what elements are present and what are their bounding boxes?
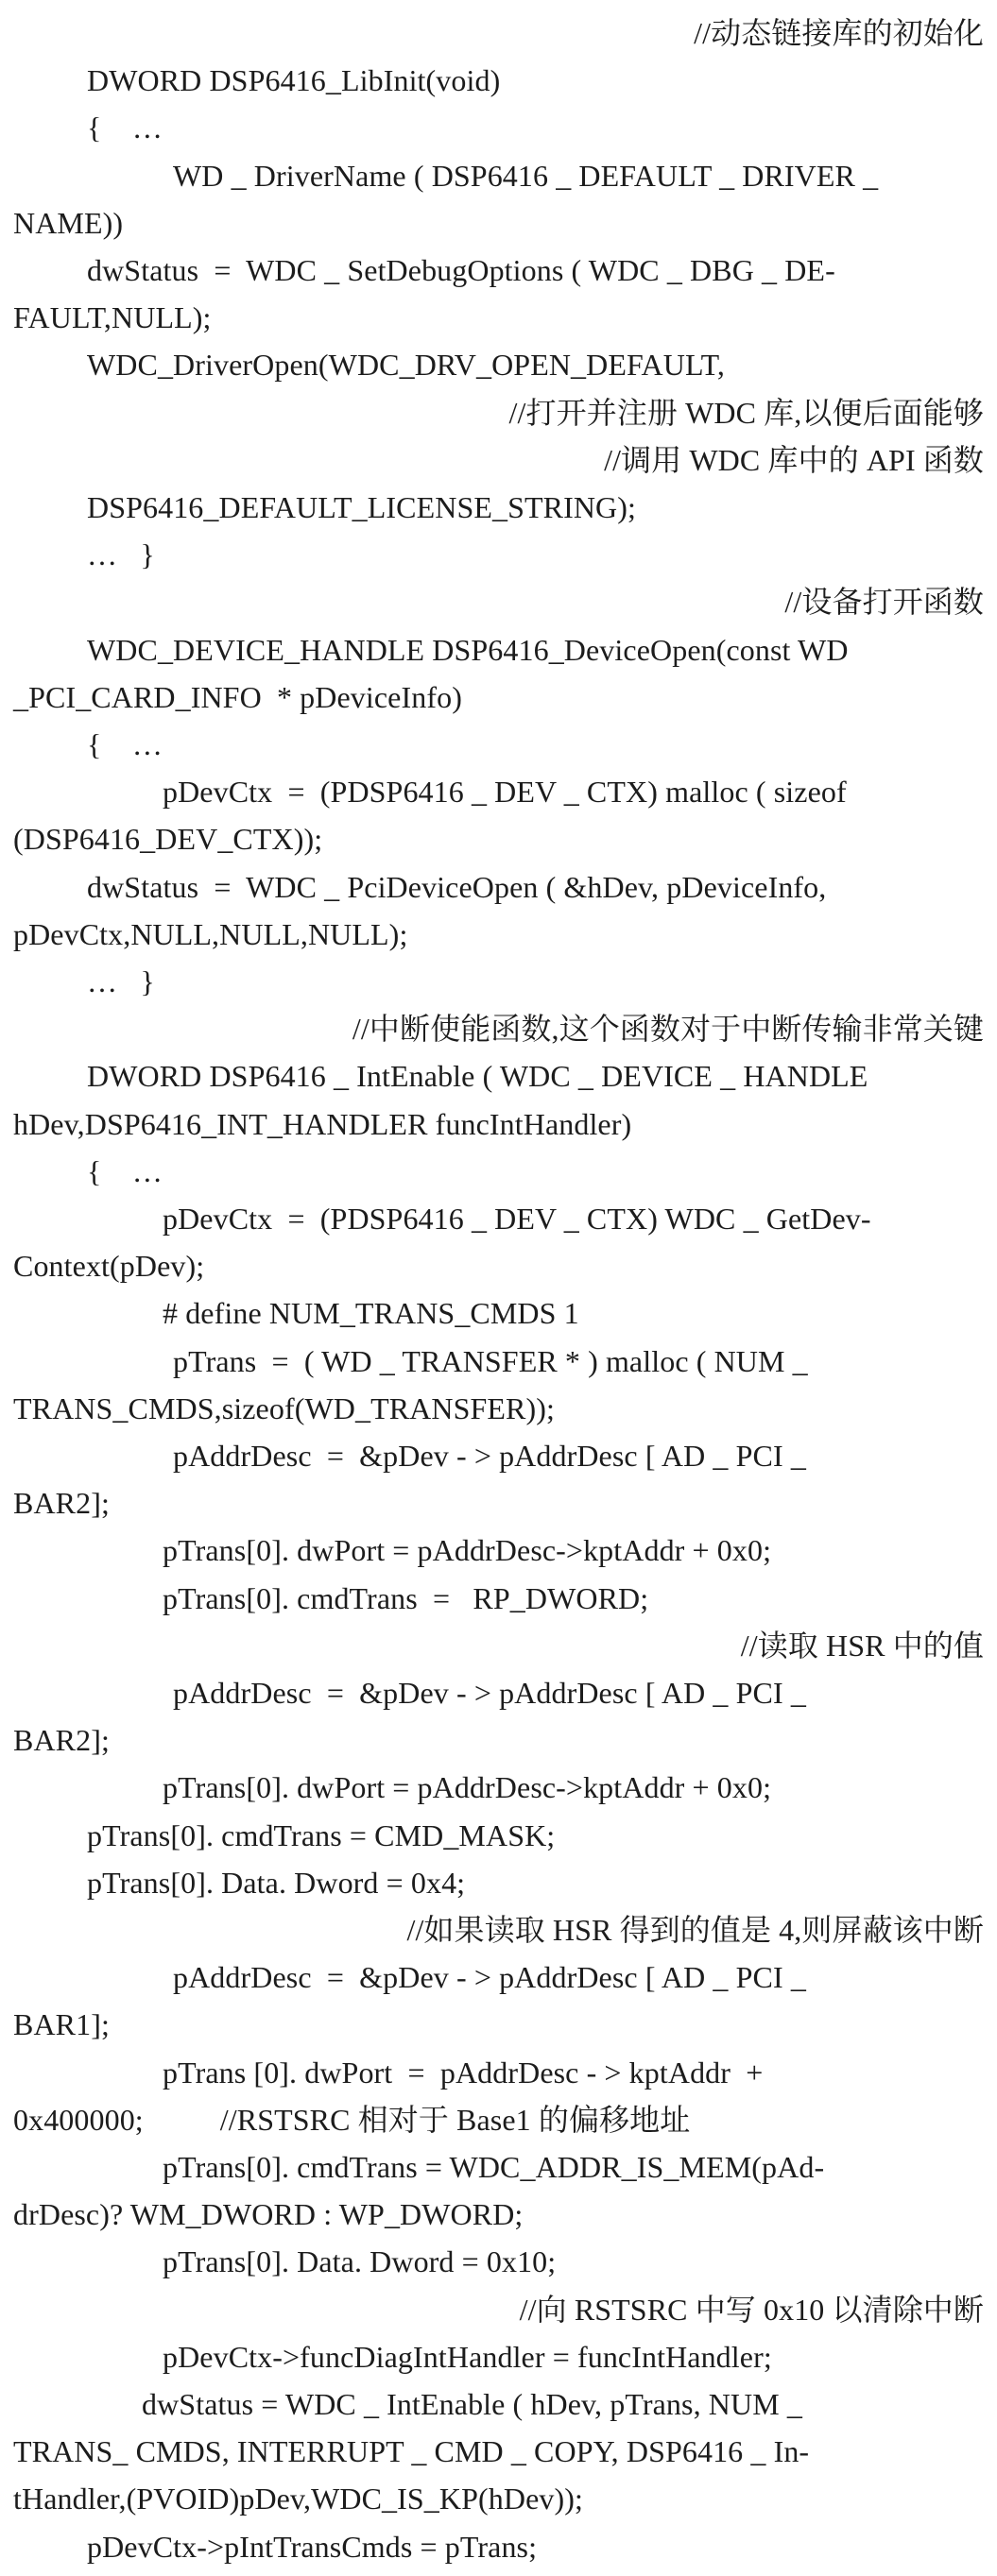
code-line: pAddrDesc = &pDev - > pAddrDesc [ AD _ PCI _ [173, 1960, 806, 1995]
code-line: NAME)) [13, 205, 124, 240]
code-line: FAULT,NULL); [13, 300, 212, 335]
code-line: pTrans[0]. dwPort = pAddrDesc->kptAddr + 0x0; [163, 1533, 772, 1568]
code-line: TRANS_CMDS,sizeof(WD_TRANSFER)); [13, 1390, 555, 1425]
code-line: dwStatus = WDC _ SetDebugOptions ( WDC _ DBG _ DE- [87, 253, 835, 287]
code-comment-line: //向 RSTSRC 中写 0x10 以清除中断 [519, 2292, 984, 2327]
code-line: hDev,DSP6416_INT_HANDLER funcIntHandler) [13, 1106, 632, 1141]
code-line: pAddrDesc = &pDev - > pAddrDesc [ AD _ PCI _ [173, 1676, 806, 1710]
code-comment-line: //读取 HSR 中的值 [740, 1628, 984, 1663]
code-line: _PCI_CARD_INFO * pDeviceInfo) [13, 679, 462, 714]
code-line: pTrans [0]. dwPort = pAddrDesc - > kptAddr + [163, 2055, 764, 2090]
code-line: DWORD DSP6416 _ IntEnable ( WDC _ DEVICE _ HANDLE [87, 1059, 868, 1094]
code-line: pTrans[0]. Data. Dword = 0x4; [87, 1865, 466, 1900]
code-line: WD _ DriverName ( DSP6416 _ DEFAULT _ DRIVER _ [173, 158, 879, 193]
code-line: 0x400000; //RSTSRC 相对于 Base1 的偏移地址 [13, 2102, 691, 2137]
code-line: WDC_DriverOpen(WDC_DRV_OPEN_DEFAULT, [87, 348, 726, 383]
code-line: dwStatus = WDC _ IntEnable ( hDev, pTrans, NUM _ [142, 2387, 802, 2421]
code-line: pTrans[0]. Data. Dword = 0x10; [163, 2244, 557, 2279]
code-line: drDesc)? WM_DWORD : WP_DWORD; [13, 2197, 524, 2232]
code-line: { … [87, 727, 163, 761]
code-line: pTrans[0]. dwPort = pAddrDesc->kptAddr + 0x0; [163, 1770, 772, 1805]
code-line: DSP6416_DEFAULT_LICENSE_STRING); [87, 490, 637, 524]
code-comment-line: //调用 WDC 库中的 API 函数 [604, 442, 984, 477]
code-line: pTrans[0]. cmdTrans = CMD_MASK; [87, 1817, 556, 1852]
code-line: pTrans = ( WD _ TRANSFER * ) malloc ( NUM _ [173, 1343, 808, 1378]
code-line: tHandler,(PVOID)pDev,WDC_IS_KP(hDev)); [13, 2482, 583, 2516]
code-line: … } [87, 964, 155, 998]
code-line: (DSP6416_DEV_CTX)); [13, 822, 323, 857]
code-comment-line: //打开并注册 WDC 库,以便后面能够 [508, 395, 984, 430]
code-line: WDC_DEVICE_HANDLE DSP6416_DeviceOpen(const WD [87, 632, 849, 667]
code-line: pTrans[0]. cmdTrans = RP_DWORD; [163, 1580, 649, 1615]
code-line: pDevCtx->pIntTransCmds = pTrans; [87, 2529, 538, 2564]
code-line: … } [87, 537, 155, 572]
code-line: dwStatus = WDC _ PciDeviceOpen ( &hDev, pDeviceInfo, [87, 869, 827, 904]
code-comment-line: //动态链接库的初始化 [694, 16, 984, 50]
code-line: Context(pDev); [13, 1249, 205, 1284]
code-line: pDevCtx->funcDiagIntHandler = funcIntHandler; [163, 2339, 772, 2374]
code-line: BAR2]; [13, 1723, 110, 1758]
code-line: DWORD DSP6416_LibInit(void) [87, 63, 501, 98]
code-line: pTrans[0]. cmdTrans = WDC_ADDR_IS_MEM(pAd- [163, 2150, 825, 2184]
code-comment-line: //如果读取 HSR 得到的值是 4,则屏蔽该中断 [406, 1913, 984, 1947]
code-line: pDevCtx = (PDSP6416 _ DEV _ CTX) malloc ( sizeof [163, 775, 847, 810]
code-line: { … [87, 1153, 163, 1188]
code-line: # define NUM_TRANS_CMDS 1 [163, 1296, 579, 1331]
code-comment-line: //设备打开函数 [784, 585, 984, 620]
code-line: BAR1]; [13, 2007, 110, 2042]
code-comment-line: //中断使能函数,这个函数对于中断传输非常关键 [352, 1012, 984, 1047]
code-line: pDevCtx,NULL,NULL,NULL); [13, 916, 408, 951]
code-line: { … [87, 111, 163, 145]
code-line: TRANS_ CMDS, INTERRUPT _ CMD _ COPY, DSP6416 _ In- [13, 2434, 810, 2469]
code-line: BAR2]; [13, 1486, 110, 1521]
code-line: pAddrDesc = &pDev - > pAddrDesc [ AD _ PCI _ [173, 1439, 806, 1473]
code-line: pDevCtx = (PDSP6416 _ DEV _ CTX) WDC _ GetDev- [163, 1202, 871, 1236]
